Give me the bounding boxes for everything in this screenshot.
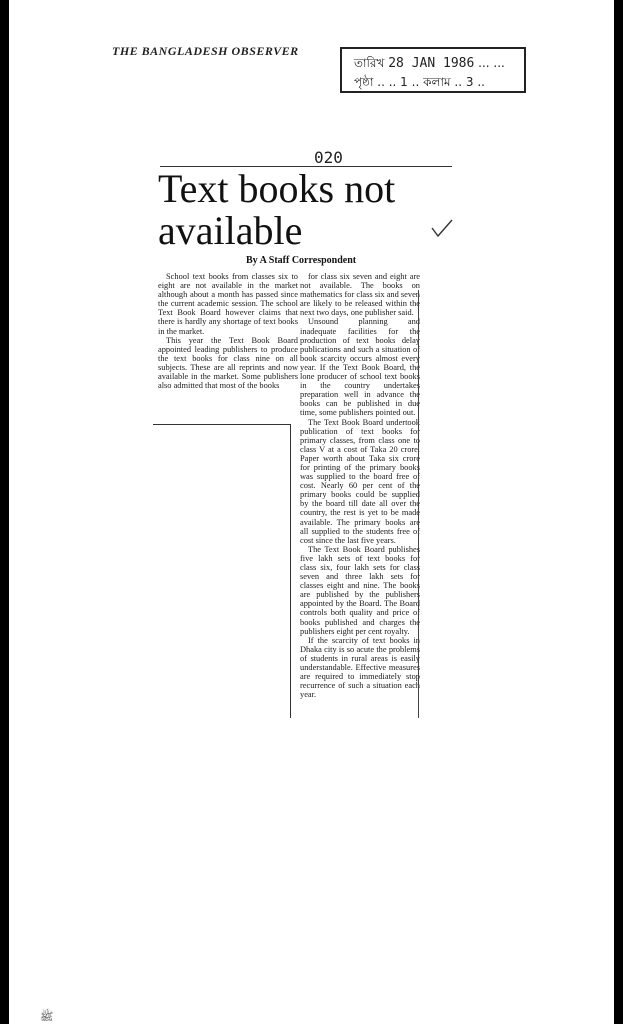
stamp-page-value: 1 xyxy=(400,75,408,89)
paragraph: School text books from classes six to eight are not available in the market although about a month has passed since the current academic session. The school Text Book Board however claims that there is hardly any shortage of text books in the market. xyxy=(158,272,298,336)
tick-mark-icon xyxy=(430,218,454,240)
paragraph: This year the Text Book Board appointed leading publishers to produce the text books for class nine on all subjects. These are all reprints and now available in the market. Some publishers also admitted that most of the books xyxy=(158,335,298,391)
paragraph: Unsound planning and inadequate facilities for the production of text books delay publications and such a situation of book scarcity occurs almost every year. If the Text Book Board, the lone producer of school text books in the country undertakes preparation well in advance the books can be published in due time, some publishers pointed out. xyxy=(300,317,420,418)
article-column-left xyxy=(158,272,298,390)
clipping-cut-line xyxy=(290,424,291,718)
paragraph: If the scarcity of text books in Dhaka city is so acute the problems of students in rural areas is easily understandable. Effective measures are required to immediately stop recurrence of such a situation each year. xyxy=(300,635,420,700)
stamp-page-label: পৃষ্ঠা xyxy=(354,75,374,89)
archive-date-stamp: তারিখ 28 JAN 1986 ... ... পৃষ্ঠা .. .. 1 .. কলাম .. 3 .. xyxy=(340,47,526,93)
newspaper-masthead: THE BANGLADESH OBSERVER xyxy=(112,44,299,58)
stamp-column-label: কলাম xyxy=(423,75,451,89)
footer-mark: ﷺ xyxy=(40,1010,54,1023)
paragraph: The Text Book Board undertook publication of text books for primary classes, from class one to class V at a cost of Taka 20 crore. Paper worth about Taka six crore for printing of the primary books was supplied to the board free of cost. Nearly 60 per cent of the primary books could be supplied by the board till date all over the country, the rest is yet to be made available. The primary books are all supplied to the students free of cost since the last five years. xyxy=(300,417,420,545)
paragraph: The Text Book Board publishes five lakh sets of text books for class six, four lakh sets for class seven and three lakh sets for classes eight and nine. The books are published by the publishers appointed by the Board. The Board controls both quality and price of books published and charges the publishers eight per cent royalty. xyxy=(300,544,420,636)
article-column-right xyxy=(300,272,420,699)
article-byline: By A Staff Correspondent xyxy=(246,255,357,266)
stamp-date-label: তারিখ xyxy=(354,56,385,70)
clipping-cut-line xyxy=(153,424,290,425)
clipping-cut-line xyxy=(418,290,419,718)
scan-border-right xyxy=(614,0,623,1024)
scan-border-left xyxy=(0,0,9,1024)
paragraph: for class six seven and eight are not available. The books on mathematics for class six and seven are likely to be released within the next two days, one publisher said. xyxy=(300,272,420,318)
article-headline: Text books not available xyxy=(158,166,396,253)
archive-number: 020 xyxy=(314,148,343,167)
stamp-date-value: 28 JAN 1986 xyxy=(388,56,475,71)
stamp-column-value: 3 xyxy=(465,75,474,89)
